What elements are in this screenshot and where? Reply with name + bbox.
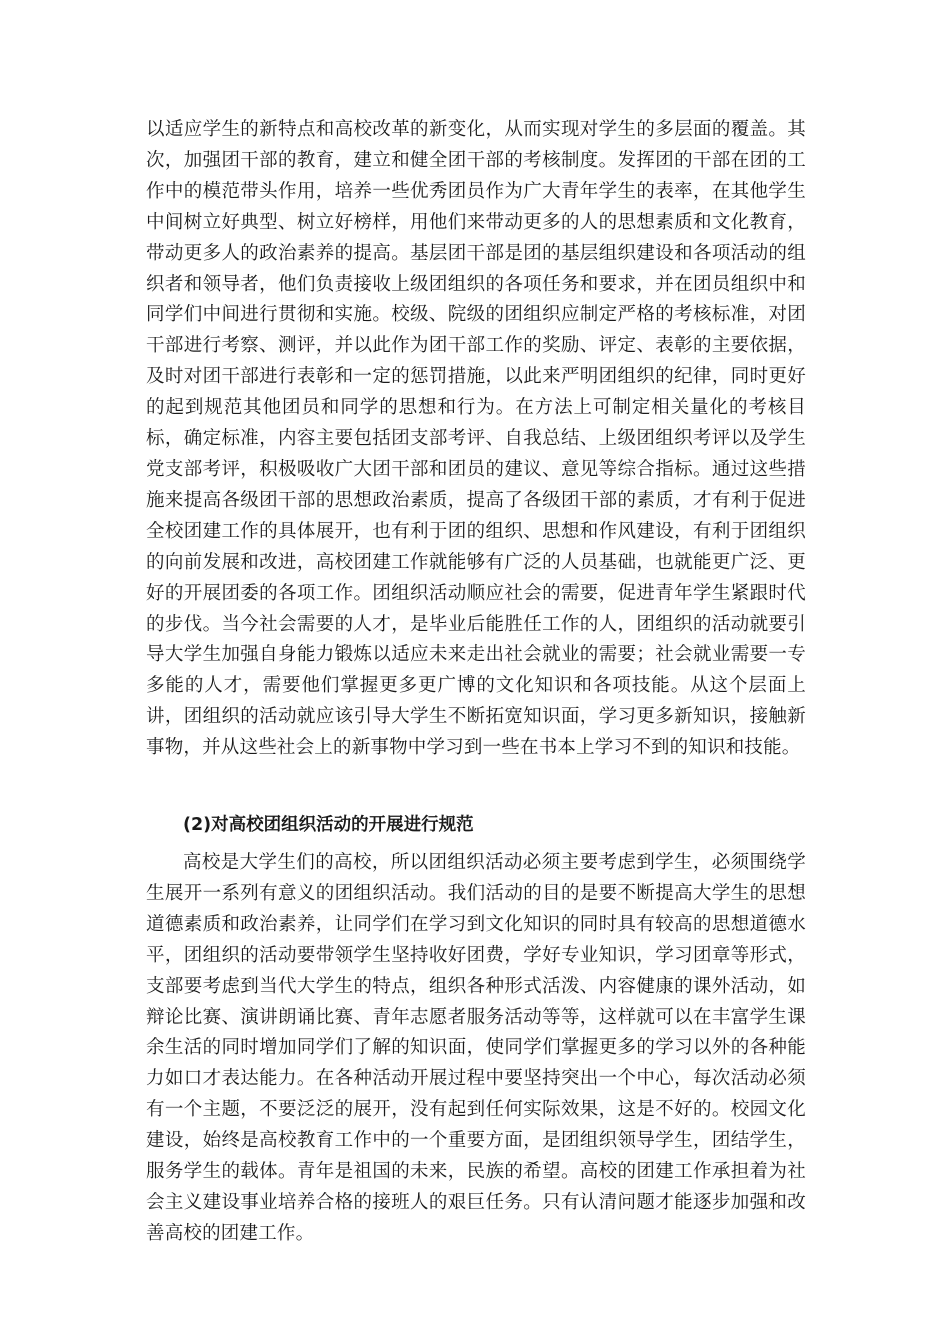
section-heading: (2)对高校团组织活动的开展进行规范 xyxy=(183,815,474,835)
body-paragraph-2: 高校是大学生们的高校，所以团组织活动必须主要考虑到学生，必须围绕学生展开一系列有意义的团组织活动。我们活动的目的是要不断提高大学生的思想道德素质和政治素养，让同学们在学习到文化知识的同时具有较高的思想道德水平，团组织的活动要带领学生坚持收好团费，学好专业知识，学习团章等形式，支部要考虑到当代大学生的特点，组织各种形式活泼、内容健康的课外活动，如辩论比赛、演讲朗诵比赛、青年志愿者服务活动等等，这样就可以在丰富学生课余生活的同时增加同学们了解的知识面，使同学们掌握更多的学习以外的各种能力如口才表达能力。在各种活动开展过程中要坚持突出一个中心，每次活动必须有一个主题，不要泛泛的展开，没有起到任何实际效果，这是不好的。校园文化建设，始终是高校教育工作中的一个重要方面，是团组织领导学生，团结学生，服务学生的载体。青年是祖国的未来，民族的希望。高校的团建工作承担着为社会主义建设事业培养合格的接班人的艰巨任务。只有认清问题才能逐步加强和改善高校的团建工作。 xyxy=(146,852,806,1244)
body-paragraph-1: 以适应学生的新特点和高校改革的新变化，从而实现对学生的多层面的覆盖。其次，加强团干部的教育，建立和健全团干部的考核制度。发挥团的干部在团的工作中的模范带头作用，培养一些优秀团员作为广大青年学生的表率，在其他学生中间树立好典型、树立好榜样，用他们来带动更多的人的思想素质和文化教育，带动更多人的政治素养的提高。基层团干部是团的基层组织建设和各项活动的组织者和领导者，他们负责接收上级团组织的各项任务和要求，并在团员组织中和同学们中间进行贯彻和实施。校级、院级的团组织应制定严格的考核标准，对团干部进行考察、测评，并以此作为团干部工作的奖励、评定、表彰的主要依据，及时对团干部进行表彰和一定的惩罚措施，以此来严明团组织的纪律，同时更好的起到规范其他团员和同学的思想和行为。在方法上可制定相关量化的考核目标，确定标准，内容主要包括团支部考评、自我总结、上级团组织考评以及学生党支部考评，积极吸收广大团干部和团员的建议、意见等综合指标。通过这些措施来提高各级团干部的思想政治素质，提高了各级团干部的素质，才有利于促进全校团建工作的具体展开，也有利于团的组织、思想和作风建设，有利于团组织的向前发展和改进，高校团建工作就能够有广泛的人员基础，也就能更广泛、更好的开展团委的各项工作。团组织活动顺应社会的需要，促进青年学生紧跟时代的步伐。当今社会需要的人才，是毕业后能胜任工作的人，团组织的活动就要引导大学生加强自身能力锻炼以适应未来走出社会就业的需要；社会就业需要一专多能的人才，需要他们掌握更多更广博的文化知识和各项技能。从这个层面上讲，团组织的活动就应该引导大学生不断拓宽知识面，学习更多新知识，接触新事物，并从这些社会上的新事物中学习到一些在书本上学习不到的知识和技能。 xyxy=(146,119,806,759)
